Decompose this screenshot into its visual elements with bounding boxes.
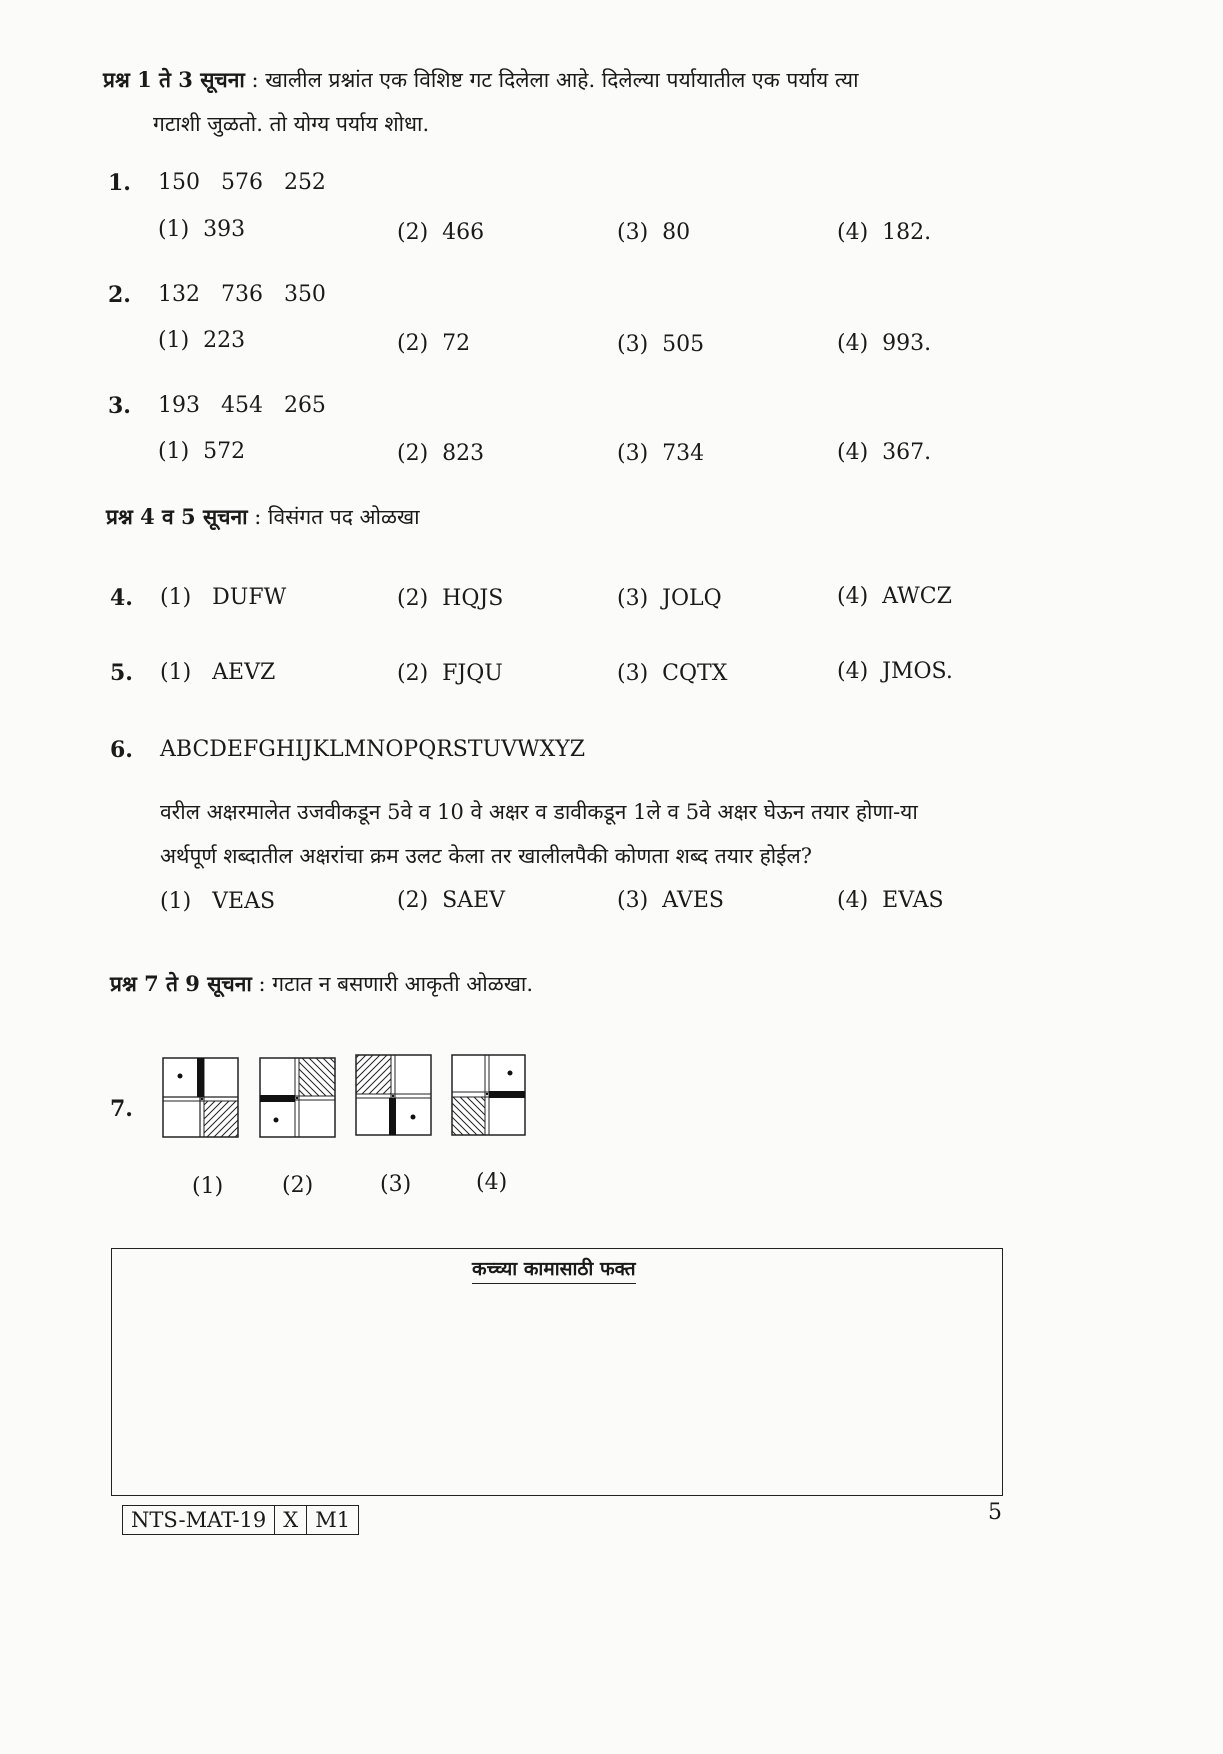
option-1[interactable]: (1) VEAS <box>160 889 276 914</box>
option-2[interactable]: (2) FJQU <box>397 661 503 686</box>
instruction-text: : खालील प्रश्नांत एक विशिष्ट गट दिलेला आहे. दिलेल्या पर्यायातील एक पर्याय त्या <box>251 68 859 92</box>
option-2[interactable]: (2) 72 <box>397 331 471 356</box>
figure-label-4[interactable]: (4) <box>476 1170 508 1195</box>
question-number: 7. <box>110 1096 133 1122</box>
option-2[interactable]: (2) 823 <box>397 441 485 466</box>
option-3[interactable]: (3) 505 <box>617 332 705 357</box>
option-4[interactable]: (4) EVAS <box>837 888 944 913</box>
option-2[interactable]: (2) 466 <box>397 220 485 245</box>
instruction-q7-9 <box>110 962 533 1006</box>
option-1[interactable]: (1) 223 <box>158 328 246 353</box>
figure-1[interactable] <box>163 1058 238 1137</box>
option-4[interactable]: (4) 182. <box>837 220 932 245</box>
option-1[interactable]: (1) 393 <box>158 217 246 242</box>
figure-2[interactable] <box>260 1058 335 1137</box>
question-paragraph <box>160 790 1110 878</box>
option-4[interactable]: (4) JMOS. <box>837 659 953 684</box>
figure-label-1[interactable]: (1) <box>192 1174 224 1199</box>
class-code: X <box>275 1506 307 1534</box>
question-stem: 132 736 350 <box>158 282 326 307</box>
question-number: 5. <box>110 660 133 686</box>
option-3[interactable]: (3) JOLQ <box>617 586 722 611</box>
medium-code: M1 <box>315 1508 351 1532</box>
paper-code: NTS-MAT-19 <box>123 1506 275 1534</box>
instruction-text-cont: गटाशी जुळतो. तो योग्य पर्याय शोधा. <box>153 112 430 136</box>
option-3[interactable]: (3) AVES <box>617 888 724 913</box>
question-number: 2. <box>108 282 131 308</box>
figure-label-2[interactable]: (2) <box>282 1173 314 1198</box>
paragraph-line: अर्थपूर्ण शब्दातील अक्षरांचा क्रम उलट केला तर खालीलपैकी कोणता शब्द तयार होईल? <box>160 844 812 868</box>
figure-4[interactable] <box>452 1055 525 1135</box>
instruction-heading: प्रश्न 4 व 5 सूचना <box>106 504 248 529</box>
figure-label-3[interactable]: (3) <box>380 1172 412 1197</box>
option-3[interactable]: (3) CQTX <box>617 661 728 686</box>
paper-code-box <box>122 1505 359 1535</box>
question-stem: 193 454 265 <box>158 393 326 418</box>
option-3[interactable]: (3) 734 <box>617 441 705 466</box>
instruction-heading: प्रश्न 1 ते 3 सूचना <box>103 67 245 92</box>
option-2[interactable]: (2) SAEV <box>397 888 506 913</box>
instruction-text: : गटात न बसणारी आकृती ओळखा. <box>258 972 534 996</box>
question-stem: 150 576 252 <box>158 170 326 195</box>
rough-work-box <box>111 1248 1003 1496</box>
page-number: 5 <box>988 1500 1002 1525</box>
paragraph-line: वरील अक्षरमालेत उजवीकडून 5वे व 10 वे अक्षर व डावीकडून 1ले व 5वे अक्षर घेऊन तयार होणा-या <box>160 800 918 824</box>
option-3[interactable]: (3) 80 <box>617 220 691 245</box>
option-4[interactable]: (4) 993. <box>837 331 932 356</box>
instruction-heading: प्रश्न 7 ते 9 सूचना <box>110 971 252 996</box>
question-number: 3. <box>108 393 131 419</box>
question-number: 1. <box>108 170 131 196</box>
option-4[interactable]: (4) AWCZ <box>837 584 952 609</box>
instruction-q1-3 <box>103 58 1113 146</box>
question-number: 6. <box>110 737 133 763</box>
option-1[interactable]: (1) 572 <box>158 439 246 464</box>
option-2[interactable]: (2) HQJS <box>397 586 504 611</box>
option-1[interactable]: (1) AEVZ <box>160 660 276 685</box>
option-1[interactable]: (1) DUFW <box>160 585 287 610</box>
figure-3[interactable] <box>356 1055 431 1135</box>
question-number: 4. <box>110 585 133 611</box>
instruction-q4-5 <box>106 495 420 539</box>
option-4[interactable]: (4) 367. <box>837 440 932 465</box>
rough-work-title: कच्च्या कामासाठी फक्त <box>472 1255 636 1284</box>
question-stem: ABCDEFGHIJKLMNOPQRSTUVWXYZ <box>160 737 586 762</box>
instruction-text: : विसंगत पद ओळखा <box>254 505 420 529</box>
